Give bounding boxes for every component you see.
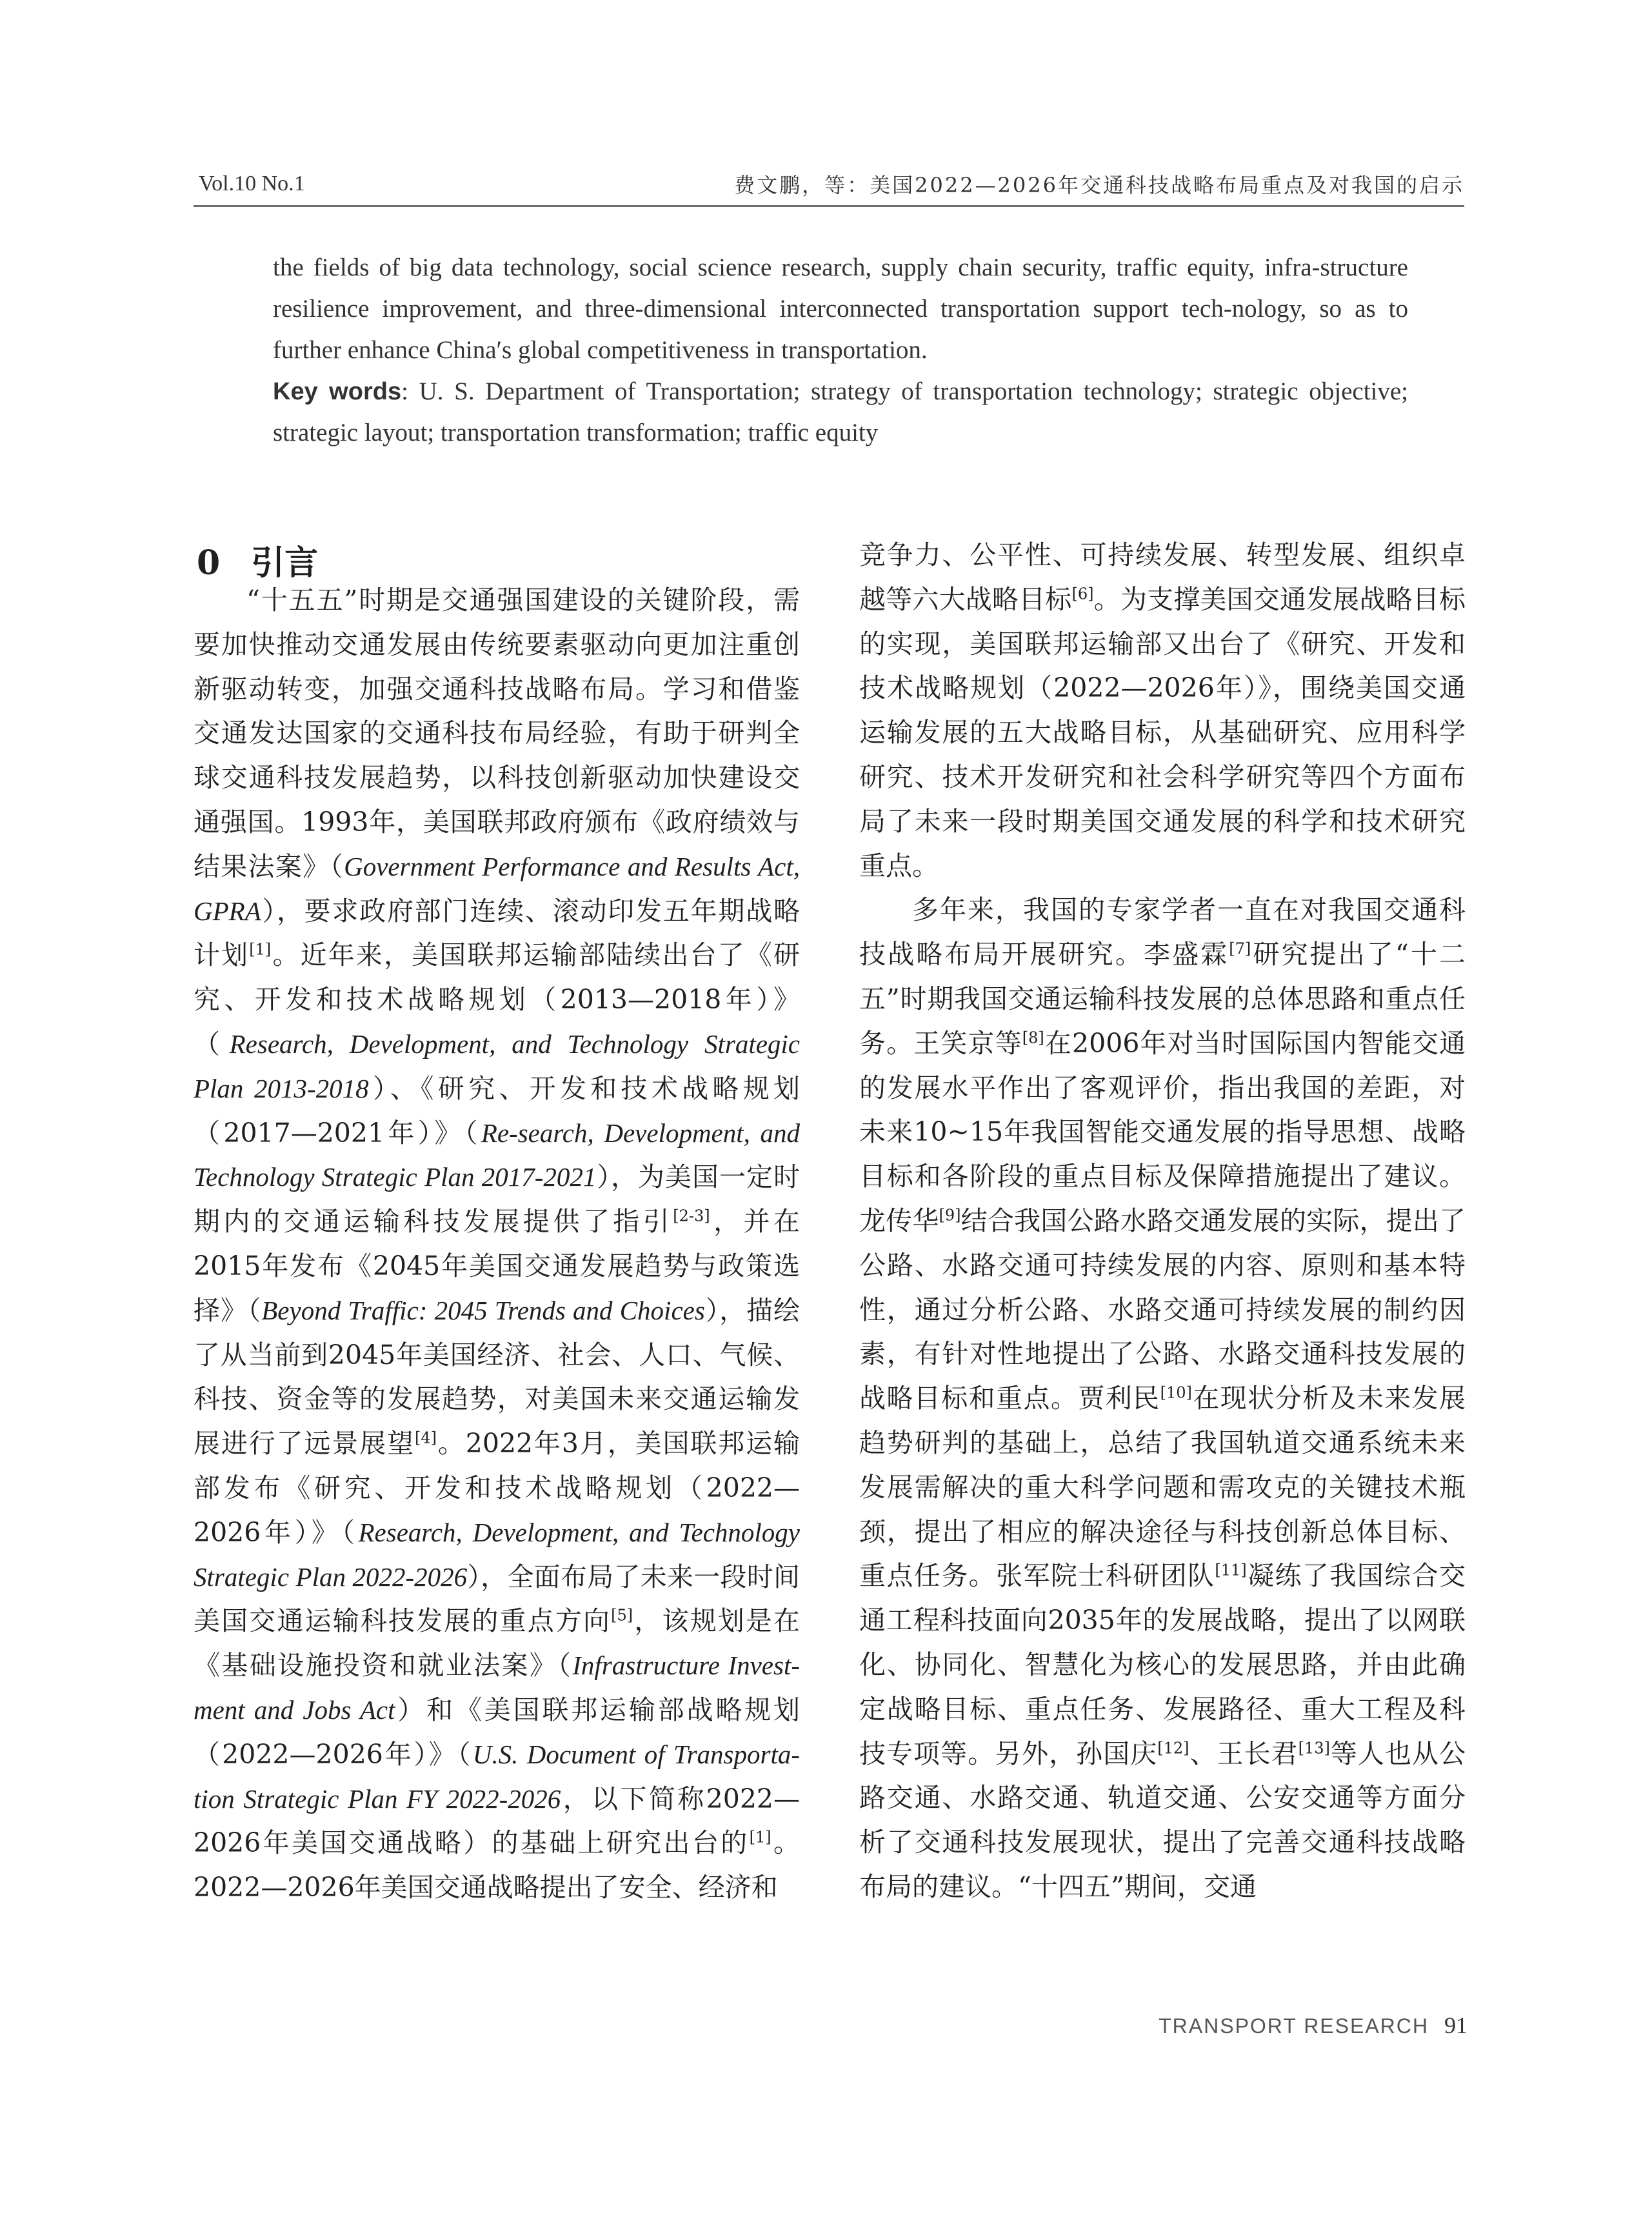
journal-name: TRANSPORT RESEARCH xyxy=(1159,2014,1429,2038)
english-title: Research, Development, and Technology Strategic Plan 2013-2018 xyxy=(194,1028,800,1103)
english-title: Research, Development, and Technology Strategic Plan 2022-2026 xyxy=(194,1517,801,1592)
english-title: Infrastructure Invest-ment and Jobs Act xyxy=(194,1650,800,1725)
running-header xyxy=(194,166,1464,207)
keywords-line xyxy=(273,371,1408,454)
citation-ref: [10] xyxy=(1160,1383,1192,1402)
text-run: ），要求政府部门连续、滚动印发五年期战略计划 xyxy=(194,895,800,971)
citation-ref: [6] xyxy=(1071,585,1094,603)
text-run: ），全面布局了未来一段时间美国交通运输科技发展的重点方向 xyxy=(194,1561,800,1637)
text-run: ）和《美国联邦运输部战略规划（2022—2026年）》（ xyxy=(194,1694,800,1770)
citation-ref: [8] xyxy=(1022,1028,1044,1047)
intro-paragraph-2 xyxy=(859,888,1466,1909)
text-run: 。为支撑美国交通发展战略目标的实现，美国联邦运输部又出台了《研究、开发和技术战略规划（2022—2026年）》，围绕美国交通运输发展的五大战略目标，从基础研究、应用科学研究、技术开发研究和社会科学研究等四个方面布局了未来一段时期美国交通发展的科学和技术研究重点。 xyxy=(859,583,1466,881)
text-run: 。2022—2026年美国交通战略提出了安全、经济和 xyxy=(194,1827,801,1903)
text-run: 、王长君 xyxy=(1189,1738,1299,1769)
text-run: ，以下简称2022—2026年美国交通战略）的基础上研究出台的 xyxy=(194,1783,800,1859)
english-title: Government Performance and Results Act, GPRA xyxy=(194,851,800,926)
keywords-label: Key words xyxy=(273,378,402,405)
text-run: ，该规划是在《基础设施投资和就业法案》（ xyxy=(194,1605,801,1681)
citation-ref: [4] xyxy=(415,1429,437,1447)
citation-ref: [12] xyxy=(1157,1738,1189,1757)
text-run: ）、《研究、开发和技术战略规划（2017—2021年）》（ xyxy=(194,1072,801,1148)
page-number: 91 xyxy=(1444,2012,1468,2038)
text-run: 多年来，我国的专家学者一直在对我国交通科技战略布局开展研究。李盛霖 xyxy=(859,894,1466,970)
abstract-text: the fields of big data technology, social science research, supply chain security, traffic equity, infra-structure resilience improvement, and three-dimensional interconnected transportation support tech-nology, so as to further enhance China′s global competitiveness in transportation. xyxy=(273,254,1408,364)
citation-ref: [2-3] xyxy=(673,1207,710,1225)
text-run: ），描绘了从当前到2045年美国经济、社会、人口、气候、科技、资金等的发展趋势，对美国未来交通运输发展进行了远景展望 xyxy=(194,1294,800,1459)
section-number: 0 xyxy=(197,543,221,583)
text-run: 在2006年对当时国际国内智能交通的发展水平作出了客观评价，指出我国的差距，对未来10~15年我国智能交通发展的指导思想、战略目标和各阶段的重点目标及保障措施提出了建议。龙传华 xyxy=(859,1027,1466,1236)
citation-ref: [13] xyxy=(1298,1738,1330,1757)
citation-ref: [1] xyxy=(249,940,272,959)
section-heading xyxy=(197,536,318,584)
left-column xyxy=(194,578,800,1910)
text-run: 在现状分析及未来发展趋势研判的基础上，总结了我国轨道交通系统未来发展需解决的重大科学问题和需攻克的关键技术瓶颈，提出了相应的解决途径与科技创新总体目标、重点任务。张军院士科研团队 xyxy=(859,1383,1466,1592)
running-title: 费文鹏，等：美国2022—2026年交通科技战略布局重点及对我国的启示 xyxy=(734,173,1464,197)
text-run: ，并在2015年发布《2045年美国交通发展趋势与政策选择》（ xyxy=(194,1206,801,1326)
keywords-text: : U. S. Department of Transportation; strategy of transportation technology; strategic objective; strategic layout; transportation transformation; traffic equity xyxy=(273,377,1409,446)
citation-ref: [7] xyxy=(1229,939,1251,958)
citation-ref: [5] xyxy=(611,1606,633,1625)
text-run: ），为美国一定时期内的交通运输科技发展提供了指引 xyxy=(194,1161,801,1238)
citation-ref: [9] xyxy=(939,1206,961,1225)
abstract-block xyxy=(273,247,1408,454)
text-run: 。近年来，美国联邦运输部陆续出台了《研究、开发和技术战略规划（2013—2018年）》（ xyxy=(194,939,801,1059)
citation-ref: [11] xyxy=(1215,1561,1247,1579)
text-run: 竞争力、公平性、可持续发展、转型发展、组织卓越等六大战略目标 xyxy=(859,539,1466,615)
citation-ref: [1] xyxy=(749,1828,771,1847)
page-footer xyxy=(1159,2012,1468,2039)
text-run: 。2022年3月，美国联邦运输部发布《研究、开发和技术战略规划（2022—2026年）》（ xyxy=(194,1428,800,1548)
text-run: 等人也从公路交通、水路交通、轨道交通、公安交通等方面分析了交通科技发展现状，提出了完善交通科技战略布局的建议。“十四五”期间，交通 xyxy=(859,1738,1466,1902)
text-run: 凝练了我国综合交通工程科技面向2035年的发展战略，提出了以网联化、协同化、智慧化为核心的发展思路，并由此确定战略目标、重点任务、发展路径、重大工程及科技专项等。另外，孙国庆 xyxy=(859,1560,1466,1769)
text-run: 结合我国公路水路交通发展的实际，提出了公路、水路交通可持续发展的内容、原则和基本特性，通过分析公路、水路交通可持续发展的制约因素，有针对性地提出了公路、水路交通科技发展的战略目标和重点。贾利民 xyxy=(859,1205,1466,1414)
english-title: Beyond Traffic: 2045 Trends and Choices xyxy=(261,1295,705,1325)
english-title: U.S. Document of Transporta-tion Strategic Plan FY 2022-2026 xyxy=(194,1739,800,1814)
intro-paragraph-1-cont xyxy=(859,533,1466,888)
volume-label: Vol.10 No.1 xyxy=(199,172,305,196)
text-run: 研究提出了“十二五”时期我国交通运输科技发展的总体思路和重点任务。王笑京等 xyxy=(859,939,1466,1059)
intro-paragraph-1 xyxy=(194,578,800,1910)
text-run: “十五五”时期是交通强国建设的关键阶段，需要加快推动交通发展由传统要素驱动向更加注重创新驱动转变，加强交通科技战略布局。学习和借鉴交通发达国家的交通科技布局经验，有助于研判全球交通科技发展趋势，以科技创新驱动加快建设交通强国。1993年，美国联邦政府颁布《政府绩效与结果法案》（ xyxy=(194,585,800,882)
english-title: Re-search, Development, and Technology Strategic Plan 2017-2021 xyxy=(194,1118,800,1192)
right-column xyxy=(859,533,1466,1909)
section-title: 引言 xyxy=(251,543,319,583)
